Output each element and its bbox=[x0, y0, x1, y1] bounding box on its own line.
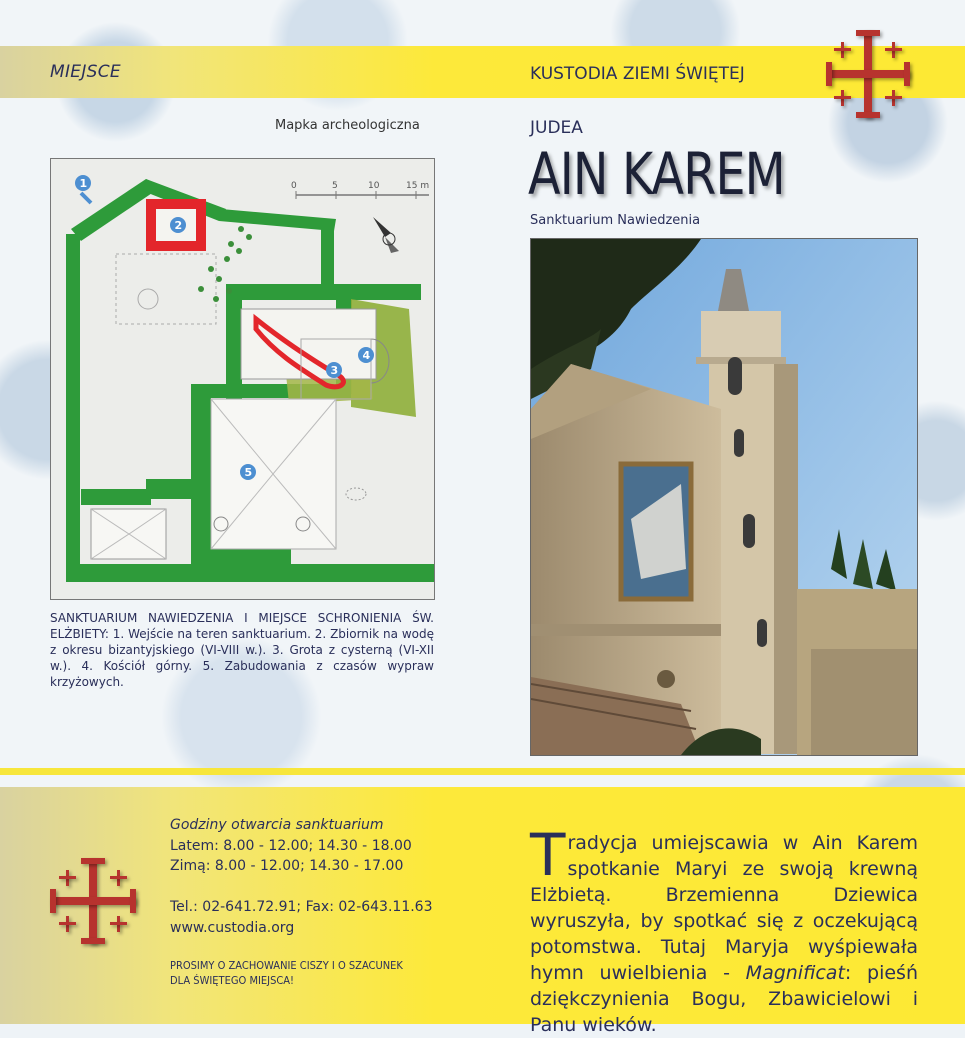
marker-label: 4 bbox=[362, 349, 371, 362]
header-band bbox=[0, 46, 965, 98]
map-marker-5 bbox=[240, 464, 256, 480]
jerusalem-cross-icon bbox=[826, 30, 910, 118]
marker-label: 1 bbox=[79, 177, 88, 190]
notice bbox=[170, 958, 403, 988]
marker-label: 2 bbox=[174, 219, 183, 232]
publisher-label: KUSTODIA ZIEMI ŚWIĘTEJ bbox=[530, 64, 745, 84]
north-arrow-icon bbox=[373, 217, 399, 253]
map-marker-3 bbox=[326, 362, 342, 378]
map-drawing bbox=[51, 159, 434, 599]
notice-line: PROSIMY O ZACHOWANIE CISZY I O SZACUNEK bbox=[170, 959, 403, 972]
scale-label: 0 bbox=[291, 181, 297, 191]
map-marker-2 bbox=[170, 217, 186, 233]
page-title: AIN KAREM bbox=[528, 140, 785, 208]
map-scale-bar bbox=[291, 181, 429, 199]
marker-label: 5 bbox=[244, 466, 253, 479]
magnificat-text: Magnificat bbox=[745, 962, 845, 984]
map-marker-1 bbox=[75, 175, 91, 203]
tradition-paragraph bbox=[530, 821, 918, 1038]
map-heading: Mapka archeologiczna bbox=[275, 118, 420, 133]
scale-label: 10 bbox=[368, 181, 380, 191]
section-label: MIEJSCE bbox=[50, 62, 121, 82]
contact-phone: Tel.: 02-641.72.91; Fax: 02-643.11.63 bbox=[170, 899, 433, 915]
winter-hours: Zimą: 8.00 - 12.00; 14.30 - 17.00 bbox=[170, 858, 404, 874]
notice-line: DLA ŚWIĘTEGO MIEJSCA! bbox=[170, 974, 295, 987]
scale-label: 15 m bbox=[406, 181, 430, 191]
summer-hours: Latem: 8.00 - 12.00; 14.30 - 18.00 bbox=[170, 838, 412, 854]
archaeological-map bbox=[50, 158, 435, 600]
website-link[interactable]: www.custodia.org bbox=[170, 920, 295, 936]
page-subtitle: Sanktuarium Nawiedzenia bbox=[530, 213, 701, 228]
tradition-text: radycja umiejscawia w Ain Karem spotkanie Maryi ze swoją krewną Elżbietą. Brzemienna Dziewica wyruszyła, by spotkać się z oczekującą potomstwa. Tutaj Maryja wyśpiewała hymn uwielbienia - bbox=[530, 832, 918, 984]
scale-label: 5 bbox=[332, 181, 338, 191]
church-photo bbox=[530, 238, 918, 756]
hours-heading: Godziny otwarcia sanktuarium bbox=[170, 817, 384, 833]
region-label: JUDEA bbox=[530, 118, 583, 138]
map-marker-4 bbox=[358, 347, 374, 363]
divider-band bbox=[0, 768, 965, 775]
jerusalem-cross-icon bbox=[50, 858, 136, 944]
drop-cap: T bbox=[530, 821, 566, 889]
map-caption: SANKTUARIUM NAWIEDZENIA I MIEJSCE SCHRONIENIA ŚW. ELŻBIETY: 1. Wejście na teren sanktuarium. 2. Zbiornik na wodę z okresu bizantyjskiego (VI-VIII w.). 3. Grota z cysterną (VI-XII w.). 4. Kościół górny. 5. Zabudowania z czasów wypraw krzyżowych. bbox=[50, 611, 434, 689]
tradition-text-end: : pieśń dziękczynienia Bogu, Zbawicielowi i Panu wieków. bbox=[530, 962, 918, 1036]
marker-label: 3 bbox=[330, 364, 339, 377]
